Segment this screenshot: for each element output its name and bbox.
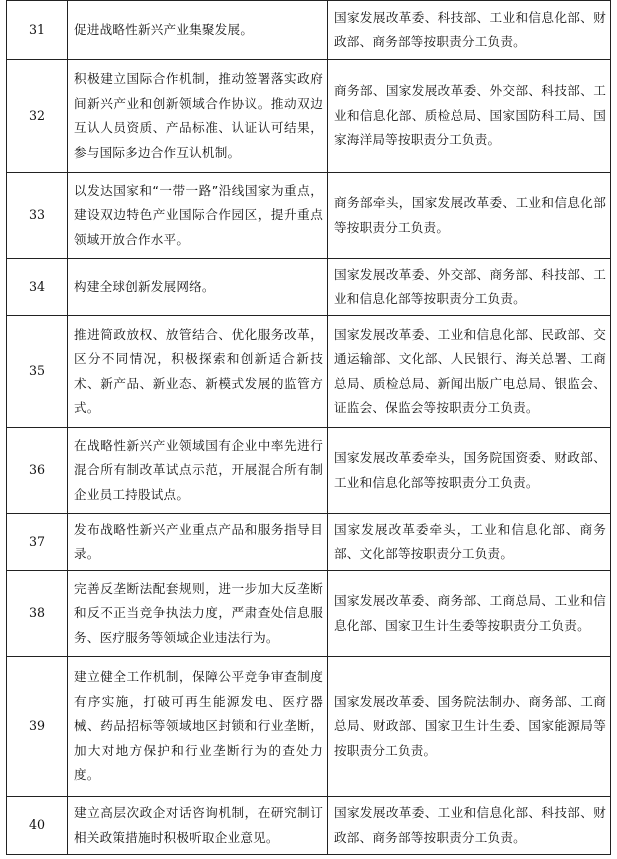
table-row <box>7 428 611 514</box>
row-number: 31 <box>7 1 68 60</box>
table-row <box>7 173 611 259</box>
table-row <box>7 259 611 316</box>
responsible-departments: 国家发展改革委、工业和信息化部、科技部、财政部、商务部等按职责分工负责。 <box>328 797 611 855</box>
table-row <box>7 657 611 797</box>
row-number: 32 <box>7 60 68 173</box>
row-number: 37 <box>7 514 68 571</box>
table-row <box>7 797 611 855</box>
task-description: 促进战略性新兴产业集聚发展。 <box>68 1 328 60</box>
responsible-departments: 国家发展改革委牵头，工业和信息化部、商务部、文化部等按职责分工负责。 <box>328 514 611 571</box>
task-description: 以发达国家和“一带一路”沿线国家为重点，建设双边特色产业国际合作园区，提升重点领域开放合作水平。 <box>68 173 328 259</box>
responsible-departments: 国家发展改革委牵头，国务院国资委、财政部、工业和信息化部等按职责分工负责。 <box>328 428 611 514</box>
row-number: 33 <box>7 173 68 259</box>
row-number: 34 <box>7 259 68 316</box>
task-description: 发布战略性新兴产业重点产品和服务指导目录。 <box>68 514 328 571</box>
table-row <box>7 514 611 571</box>
row-number: 35 <box>7 316 68 428</box>
task-description: 完善反垄断法配套规则，进一步加大反垄断和反不正当竞争执法力度，严肃查处信息服务、医疗服务等领域企业违法行为。 <box>68 571 328 657</box>
table-row <box>7 316 611 428</box>
responsible-departments: 商务部牵头，国家发展改革委、工业和信息化部等按职责分工负责。 <box>328 173 611 259</box>
table-row <box>7 1 611 60</box>
responsible-departments: 国家发展改革委、工业和信息化部、民政部、交通运输部、文化部、人民银行、海关总署、工商总局、质检总局、新闻出版广电总局、银监会、证监会、保监会等按职责分工负责。 <box>328 316 611 428</box>
responsible-departments: 商务部、国家发展改革委、外交部、科技部、工业和信息化部、质检总局、国家国防科工局、国家海洋局等按职责分工负责。 <box>328 60 611 173</box>
policy-task-table <box>6 0 611 855</box>
row-number: 39 <box>7 657 68 797</box>
task-description: 构建全球创新发展网络。 <box>68 259 328 316</box>
row-number: 36 <box>7 428 68 514</box>
table-row <box>7 60 611 173</box>
task-description: 推进简政放权、放管结合、优化服务改革，区分不同情况，积极探索和创新适合新技术、新产品、新业态、新模式发展的监管方式。 <box>68 316 328 428</box>
task-description: 建立健全工作机制，保障公平竞争审查制度有序实施，打破可再生能源发电、医疗器械、药品招标等领域地区封锁和行业垄断，加大对地方保护和行业垄断行为的查处力度。 <box>68 657 328 797</box>
row-number: 38 <box>7 571 68 657</box>
task-description: 在战略性新兴产业领域国有企业中率先进行混合所有制改革试点示范，开展混合所有制企业员工持股试点。 <box>68 428 328 514</box>
table-row <box>7 571 611 657</box>
responsible-departments: 国家发展改革委、国务院法制办、商务部、工商总局、财政部、国家卫生计生委、国家能源局等按职责分工负责。 <box>328 657 611 797</box>
row-number: 40 <box>7 797 68 855</box>
responsible-departments: 国家发展改革委、科技部、工业和信息化部、财政部、商务部等按职责分工负责。 <box>328 1 611 60</box>
responsible-departments: 国家发展改革委、商务部、工商总局、工业和信息化部、国家卫生计生委等按职责分工负责。 <box>328 571 611 657</box>
responsible-departments: 国家发展改革委、外交部、商务部、科技部、工业和信息化部等按职责分工负责。 <box>328 259 611 316</box>
task-description: 建立高层次政企对话咨询机制，在研究制订相关政策措施时积极听取企业意见。 <box>68 797 328 855</box>
task-description: 积极建立国际合作机制，推动签署落实政府间新兴产业和创新领域合作协议。推动双边互认人员资质、产品标准、认证认可结果，参与国际多边合作互认机制。 <box>68 60 328 173</box>
